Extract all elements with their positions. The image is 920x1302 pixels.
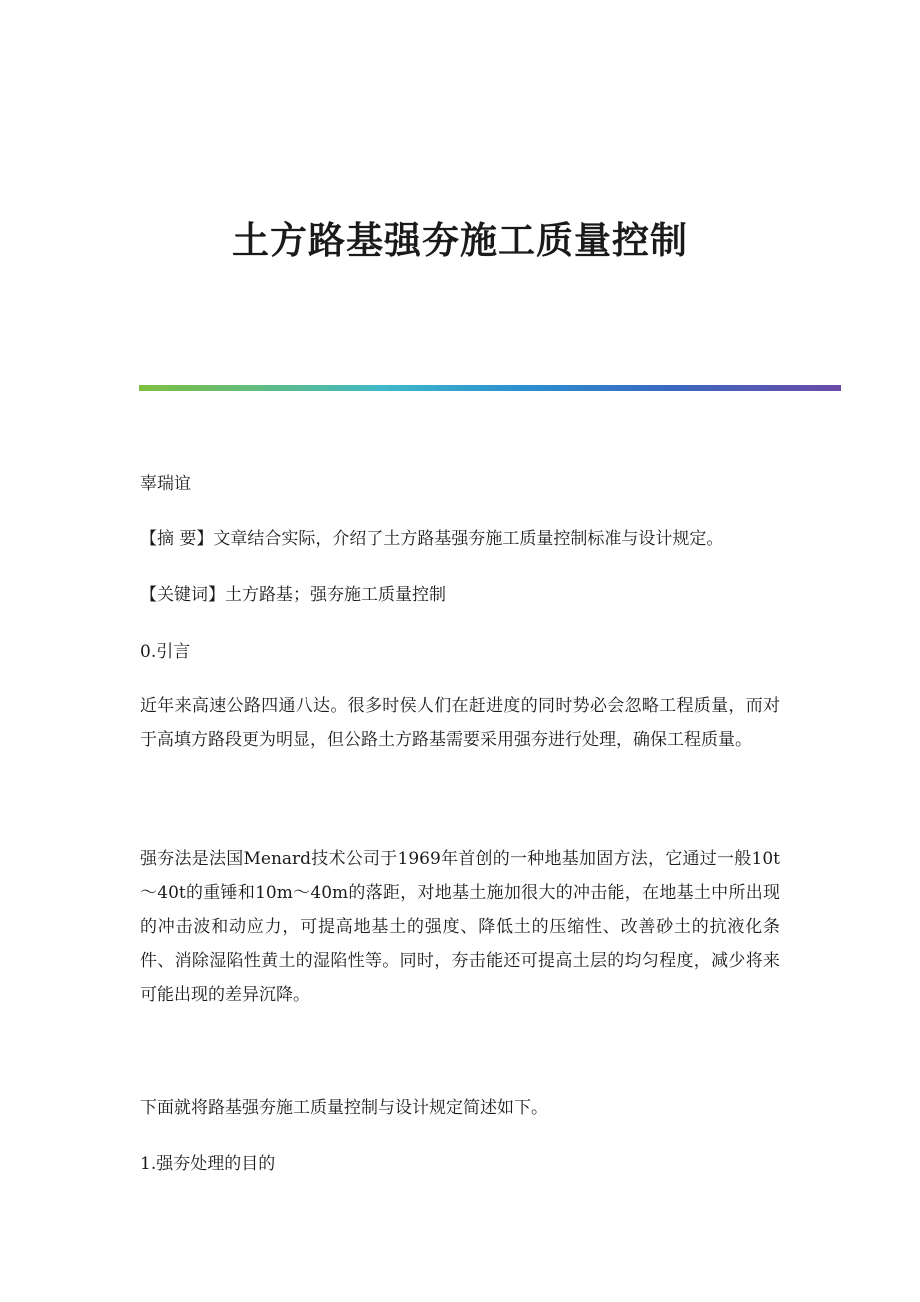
section-heading-purpose: 1.强夯处理的目的: [140, 1154, 276, 1174]
title-divider: [139, 385, 841, 391]
paragraph-intro: 近年来高速公路四通八达。很多时侯人们在赶进度的同时势必会忽略工程质量，而对于高填方路段更为明显，但公路土方路基需要采用强夯进行处理，确保工程质量。: [140, 696, 780, 750]
author-name: 辜瑞谊: [140, 474, 191, 494]
document-title: 土方路基强夯施工质量控制: [232, 218, 688, 262]
keywords: 【关键词】土方路基；强夯施工质量控制: [140, 585, 446, 605]
abstract: 【摘 要】文章结合实际，介绍了土方路基强夯施工质量控制标准与设计规定。: [140, 529, 724, 549]
paragraph-summary: 下面就将路基强夯施工质量控制与设计规定简述如下。: [140, 1098, 548, 1118]
paragraph-dynamic-compaction: 强夯法是法国Menard技术公司于1969年首创的一种地基加固方法，它通过一般10t～40t的重锤和10m～40m的落距，对地基土施加很大的冲击能，在地基土中所出现的冲击波和动应力，可提高地基土的强度、降低土的压缩性、改善砂土的抗液化条件、消除湿陷性黄土的湿陷性等。同时，夯击能还可提高土层的均匀程度，减少将来可能出现的差异沉降。: [140, 849, 780, 1005]
section-heading-intro: 0.引言: [140, 642, 191, 662]
